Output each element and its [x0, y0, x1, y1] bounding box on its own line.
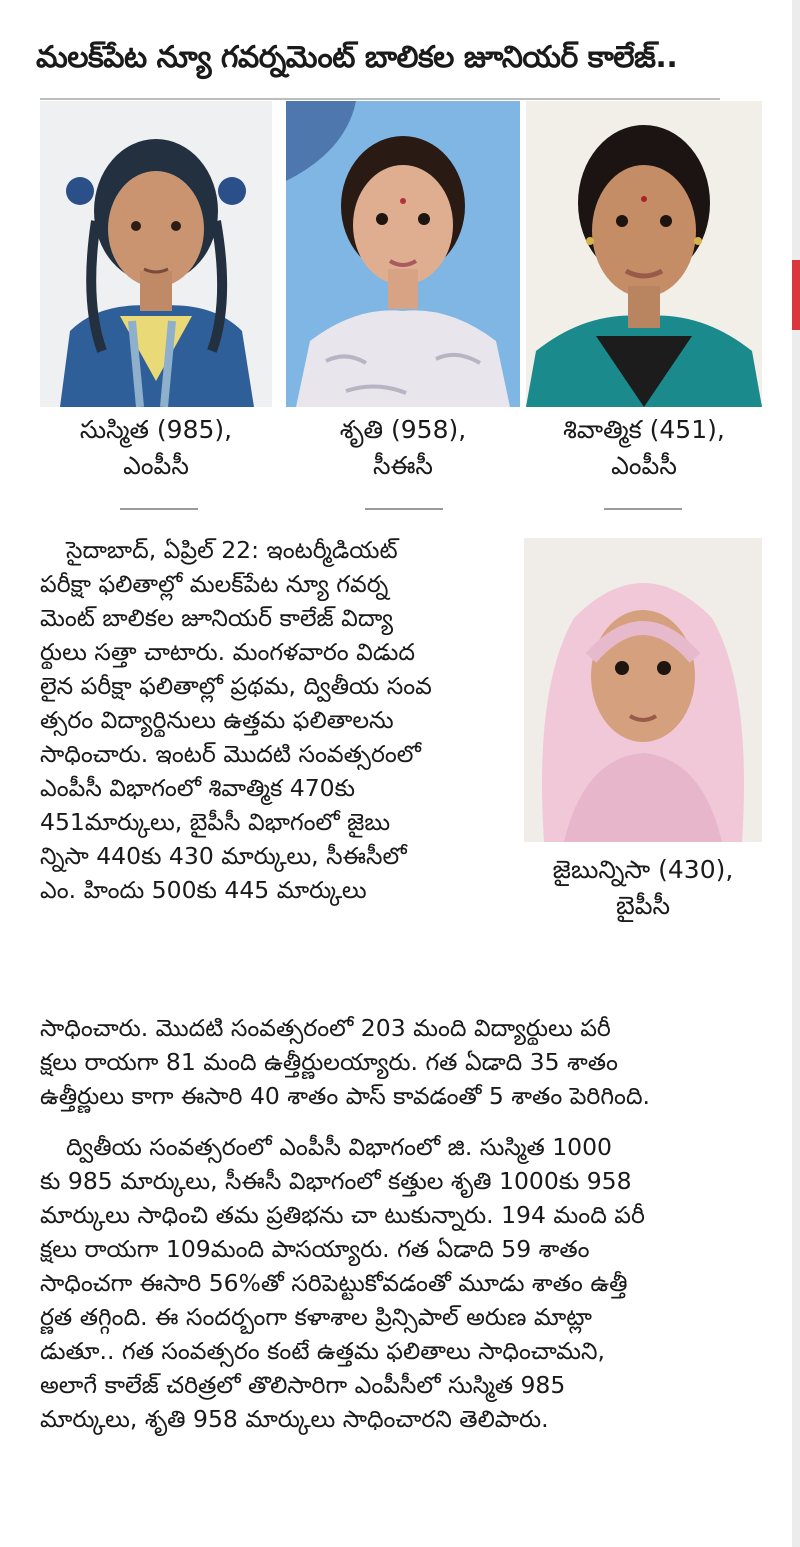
student-name-score: జైబున్నిసా (430), — [552, 855, 734, 884]
caption-shivathmika — [526, 412, 762, 484]
student-photo-zaibunnisa — [524, 538, 762, 842]
article-line: అలాగే కాలేజ్ చరిత్రలో తొలిసారిగా ఎంపీసీలో సుస్మిత 985 — [40, 1371, 566, 1399]
article-line: మార్కులు సాధించి తమ ప్రతిభను చా టుకున్నారు. 194 మంది పరీ — [40, 1201, 645, 1229]
article-line: క్షలు రాయగా 81 మంది ఉత్తీర్ణులయ్యారు. గత ఏడాది 35 శాతం — [40, 1048, 618, 1076]
article-line: ద్వితీయ సంవత్సరంలో ఎంపీసీ విభాగంలో జి. సుస్మిత 1000 — [66, 1133, 612, 1161]
caption-divider — [604, 508, 682, 510]
article-line: సాధించారు. ఇంటర్ మొదటి సంవత్సరంలో — [40, 740, 421, 768]
student-stream: ఎంపీసీ — [611, 451, 677, 480]
article-line: సాధించారు. మొదటి సంవత్సరంలో 203 మంది విద్యార్థులు పరీ — [40, 1014, 611, 1042]
caption-divider — [365, 508, 443, 510]
article-line: ర్థులు సత్తా చాటారు. మంగళవారం విడుద — [40, 638, 415, 666]
edge-accent-mark — [792, 260, 800, 330]
student-name-score: సుస్మిత (985), — [79, 415, 233, 444]
article-line: లైన పరీక్షా ఫలితాల్లో ప్రథమ, ద్వితీయ సంవ — [40, 672, 432, 700]
article-line: త్సరం విద్యార్థినులు ఉత్తమ ఫలితాలను — [40, 706, 394, 734]
caption-susmitha — [40, 412, 272, 484]
article-line: ఎం. హిందు 500కు 445 మార్కులు — [40, 876, 367, 904]
student-name-score: శివాత్మిక (451), — [563, 415, 725, 444]
article-line: సైదాబాద్, ఏప్రిల్ 22: ఇంటర్మీడియట్ — [66, 536, 398, 564]
article-line: న్నిసా 440కు 430 మార్కులు, సీఈసీలో — [40, 842, 407, 870]
page-edge-strip — [792, 0, 800, 1547]
article-paragraph-1-continued — [40, 1011, 760, 1113]
article-line: ఎంపీసీ విభాగంలో శివాత్మిక 470కు — [40, 774, 356, 802]
student-stream: ఎంపీసీ — [123, 451, 189, 480]
student-name-score: శృతి (958), — [339, 415, 467, 444]
article-line: కు 985 మార్కులు, సీఈసీ విభాగంలో కత్తుల శృతి 1000కు 958 — [40, 1167, 632, 1195]
caption-zaibunnisa — [524, 852, 762, 924]
caption-divider — [120, 508, 198, 510]
headline-divider — [40, 98, 720, 100]
student-photo-susmitha — [40, 101, 272, 407]
article-line: సాధించగా ఈసారి 56%తో సరిపెట్టుకోవడంతో మూడు శాతం ఉత్తీ — [40, 1269, 628, 1297]
student-stream: బైపీసీ — [615, 891, 671, 920]
article-line: ఉత్తీర్ణులు కాగా ఈసారి 40 శాతం పాస్ కావడంతో 5 శాతం పెరిగింది. — [40, 1082, 651, 1110]
student-photo-shivathmika — [526, 101, 762, 407]
article-line: క్షలు రాయగా 109మంది పాసయ్యారు. గత ఏడాది 59 శాతం — [40, 1235, 590, 1263]
article-line: డుతూ.. గత సంవత్సరం కంటే ఉత్తమ ఫలితాలు సాధించామని, — [40, 1337, 605, 1365]
article-line: 451మార్కులు, బైపీసీ విభాగంలో జైబు — [40, 808, 391, 836]
caption-shruthi — [286, 412, 520, 484]
student-stream: సీఈసీ — [373, 451, 433, 480]
headline: మలక్‌పేట న్యూ గవర్నమెంట్ బాలికల జూనియర్ కాలేజ్.. — [36, 40, 678, 75]
article-line: పరీక్షా ఫలితాల్లో మలక్‌పేట న్యూ గవర్న — [40, 570, 389, 598]
student-photo-shruthi — [286, 101, 520, 407]
article-line: మార్కులు, శృతి 958 మార్కులు సాధించారని తెలిపారు. — [40, 1405, 549, 1433]
article-paragraph-2 — [40, 1130, 760, 1436]
article-line: ర్ణత తగ్గింది. ఈ సందర్భంగా కళాశాల ప్రిన్సిపాల్ అరుణ మాట్లా — [40, 1303, 592, 1331]
article-line: మెంట్ బాలికల జూనియర్ కాలేజ్ విద్యా — [40, 604, 394, 632]
article-paragraph-1 — [40, 533, 510, 907]
